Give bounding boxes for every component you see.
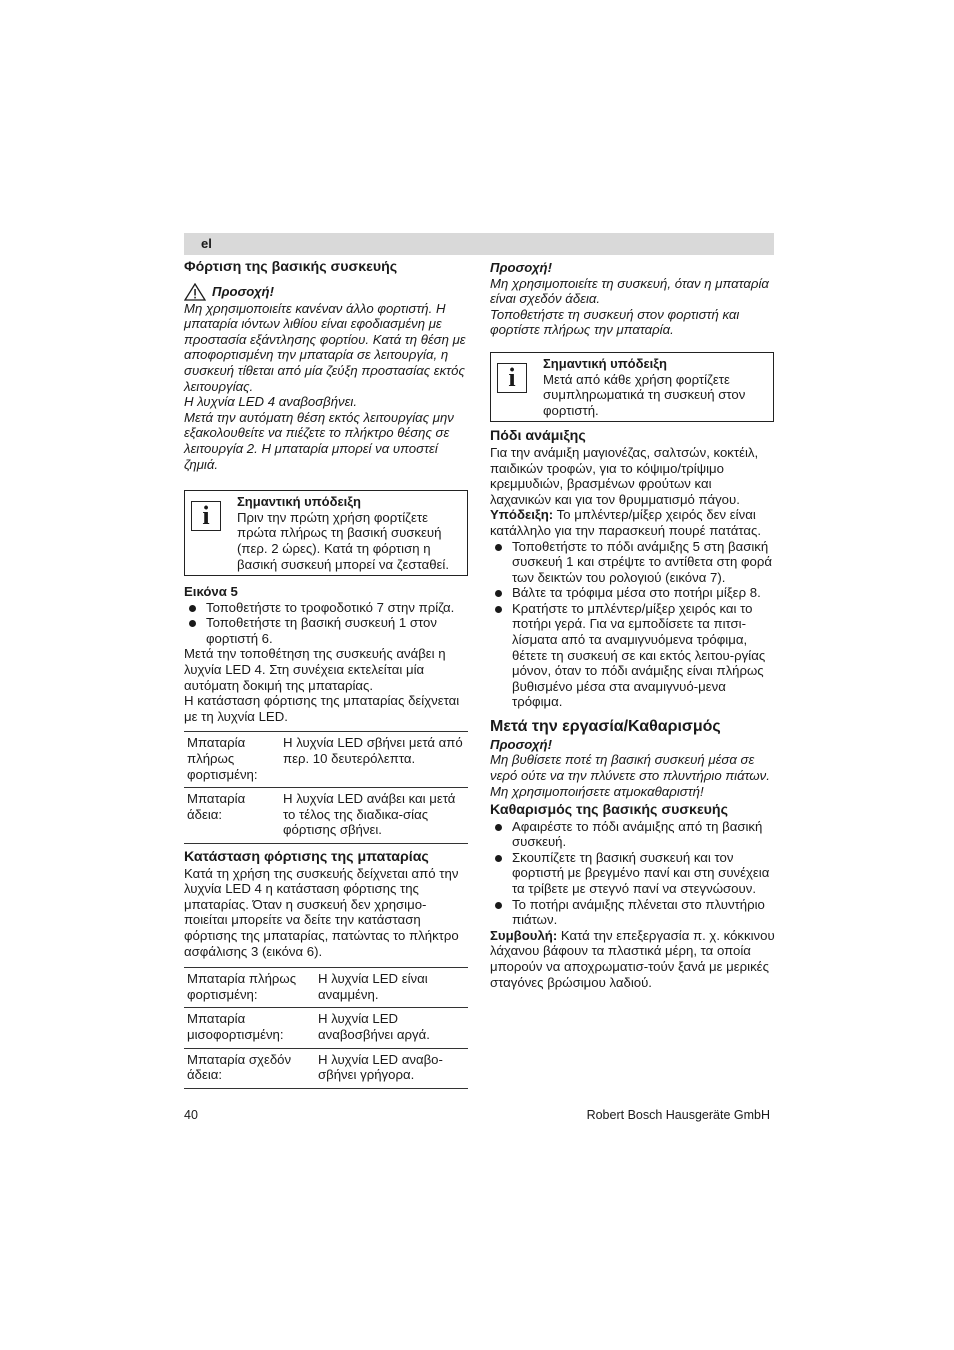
section-heading-cleaning: Μετά την εργασία/Καθαρισμός <box>490 718 721 736</box>
right-column <box>490 260 776 990</box>
battery-level-table <box>184 967 468 1089</box>
tip-text: Κατά την επεξεργασία π. χ. κόκκινου λάχανου βάφουν τα πλαστικά μέρη, τα οποία μπορούν να αποχρωματισ-τούν ξανά με μερικές σταγόνες βρώσιμου λαδιού. <box>490 927 775 990</box>
hint-label: Υπόδειξη: <box>490 507 554 523</box>
important-note-box <box>490 352 774 422</box>
list-item: Τοποθετήστε το πόδι ανάμιξης 5 στη βασική συσκευή 1 και στρέψτε το αντίθετα στη φορά των δεικτών του ρολογιού (εικόνα 7). <box>490 539 776 586</box>
language-code: el <box>201 236 212 251</box>
section-heading-blender-foot: Πόδι ανάμιξης <box>490 428 586 445</box>
charging-status-table <box>184 731 468 844</box>
warning-text: Μη χρησιμοποιείτε κανέναν άλλο φορτιστή. Η μπαταρία ιόντων λιθίου είναι εφοδιασμένη με προστασία εξάντλησης φορτίου. Κατά τη θέση με αποφορτισμένη την μπαταρία σε λειτουργία, η συσκευή τίθεται από μία ζεύξη προστασίας εκτός λειτουργίας. <box>184 300 466 394</box>
table-row <box>184 788 468 844</box>
list-item: Αφαιρέστε το πόδι ανάμιξης από τη βασική συσκευή. <box>490 819 776 850</box>
note-text: Μετά από κάθε χρήση φορτίζετε συμπληρωματικά τη συσκευή στον φορτιστή. <box>543 371 746 418</box>
warning-triangle-icon <box>184 283 206 301</box>
list-item: Το ποτήρι ανάμιξης πλένεται στο πλυντήριο πιάτων. <box>490 897 776 928</box>
section-heading-charging: Φόρτιση της βασικής συσκευής <box>184 259 398 275</box>
table-cell: Η λυχνία LED αναβο-σβήνει γρήγορα. <box>318 1051 443 1083</box>
table-row <box>184 732 468 788</box>
table-row <box>184 1008 468 1048</box>
paragraph-battery-status: Κατά τη χρήση της συσκευής δείχνεται από την λυχνία LED 4 η κατάσταση φόρτισης της μπαταρίας. Όταν η συσκευή δεν χρησιμο-ποιείται μπορείτε να δείτε την κατάσταση φόρτισης της μπαταρίας, πατώντας το πλήκτρο ασφάλισης 3 (εικόνα 6). <box>184 865 459 959</box>
info-icon: i <box>191 501 221 531</box>
blender-steps-list <box>490 539 776 711</box>
list-item: Κρατήστε το μπλέντερ/μίξερ χειρός και το ποτήρι γερά. Για να εμποδίσετε τα πιτσι-λίσματα από τα αναμιγνυόμενα τρόφιμα, θέτετε τη συσκευή σε και εκτός λειτου-ργίας μόνον, όταν το πόδι ανάμιξης είναι πλήρως βυθισμένο μέσα στα αναμιγνυό-μενα τρόφιμα. <box>490 601 776 710</box>
figure-label: Εικόνα 5 <box>184 584 238 600</box>
table-cell: Μπαταρία σχεδόν άδεια: <box>187 1051 292 1083</box>
cleaning-steps-list <box>490 819 776 928</box>
warning-steam-text: Μη χρησιμοποιήσετε ατμοκαθαριστή! <box>490 784 704 800</box>
note-title: Σημαντική υπόδειξη <box>237 494 361 510</box>
section-heading-base-cleaning: Καθαρισμός της βασικής συσκευής <box>490 802 728 818</box>
table-cell: Μπαταρία μισοφορτισμένη: <box>187 1011 284 1042</box>
warning-title: Προσοχή! <box>490 736 553 752</box>
warning-title: Προσοχή! <box>212 283 275 299</box>
note-text: Πριν την πρώτη χρήση φορτίζετε πρώτα πλήρως τη βασική συσκευή (περ. 2 ώρες). Κατά τη φόρτιση η βασική συσκευή μπορεί να ζεσταθεί. <box>237 509 450 572</box>
paragraph-led-status: Η κατάσταση φόρτισης της μπαταρίας δείχνεται με τη λυχνία LED. <box>184 693 460 724</box>
hint-paragraph <box>490 507 776 538</box>
list-item: Σκουπίζετε τη βασική συσκευή και τον φορτιστή με βρεγμένο πανί και στη συνέχεια τα τρίβετε με στεγνό πανί να στεγνώσουν. <box>490 850 776 897</box>
warning-header <box>184 283 468 301</box>
important-note-box <box>184 490 468 576</box>
table-cell: Η λυχνία LED σβήνει μετά από περ. 10 δευτερόλεπτα. <box>283 735 463 767</box>
tip-label: Συμβουλή: <box>490 927 558 943</box>
table-cell: Η λυχνία LED αναβοσβήνει αργά. <box>318 1011 430 1042</box>
info-icon: i <box>497 363 527 393</box>
table-cell: Η λυχνία LED ανάβει και μετά το τέλος της διαδικα-σίας φόρτισης σβήνει. <box>283 791 456 838</box>
note-title: Σημαντική υπόδειξη <box>543 355 667 371</box>
charging-steps-list <box>184 600 468 647</box>
warning-text: Μη χρησιμοποιείτε τη συσκευή, όταν η μπαταρία είναι σχεδόν άδεια. <box>490 275 769 307</box>
paragraph-auto-test: Μετά την τοποθέτηση της συσκευής ανάβει η λυχνία LED 4. Στη συνέχεια εκτελείται μία αυτόματη δοκιμή της μπαταρίας. <box>184 646 446 693</box>
section-heading-battery-status: Κατάσταση φόρτισης της μπαταρίας <box>184 849 429 865</box>
list-item: Τοποθετήστε το τροφοδοτικό 7 στην πρίζα. <box>184 600 468 616</box>
left-column <box>184 260 468 1089</box>
table-row <box>184 1048 468 1088</box>
list-item: Τοποθετήστε τη βασική συσκευή 1 στον φορτιστή 6. <box>184 615 468 646</box>
hint-text: Το μπλέντερ/μίξερ χειρός δεν είναι κατάλληλο για την παρασκευή πουρέ πατάτας. <box>490 507 762 538</box>
table-cell: Η λυχνία LED είναι αναμμένη. <box>318 971 428 1002</box>
page-number: 40 <box>184 1108 198 1122</box>
warning-damage-text: Μετά την αυτόματη θέση εκτός λειτουργίας μην εξακολουθείτε να πιέζετε το πλήκτρο θέσης σε λειτουργία 2. Η μπαταρία μπορεί να υποστεί ζημιά. <box>184 409 454 472</box>
table-row <box>184 968 468 1008</box>
tip-paragraph <box>490 928 776 990</box>
language-bar <box>184 233 774 255</box>
warning-led-text: Η λυχνία LED 4 αναβοσβήνει. <box>184 394 358 410</box>
list-item: Βάλτε τα τρόφιμα μέσα στο ποτήρι μίξερ 8. <box>490 585 776 601</box>
paragraph-usage: Για την ανάμιξη μαγιονέζας, σαλτσών, κοκτέιλ, παιδικών τροφών, για το κόψιμο/τρίψιμο κρεμμυδιών, βρασμένων φρούτων και λαχανικών και για τον θρυμματισμό πάγου. <box>490 444 759 507</box>
warning-text: Μη βυθίσετε ποτέ τη βασική συσκευή μέσα σε νερό ούτε να την πλύνετε στο πλυντήριο πιάτων. <box>490 752 770 783</box>
table-cell: Μπαταρία πλήρως φορτισμένη: <box>187 735 258 782</box>
warning-title: Προσοχή! <box>490 260 553 275</box>
table-cell: Μπαταρία άδεια: <box>187 791 246 822</box>
company-name: Robert Bosch Hausgeräte GmbH <box>586 1108 770 1122</box>
table-cell: Μπαταρία πλήρως φορτισμένη: <box>187 971 297 1002</box>
warning-charge-text: Τοποθετήστε τη συσκευή στον φορτιστή και φορτίστε πλήρως την μπαταρία. <box>490 306 740 338</box>
